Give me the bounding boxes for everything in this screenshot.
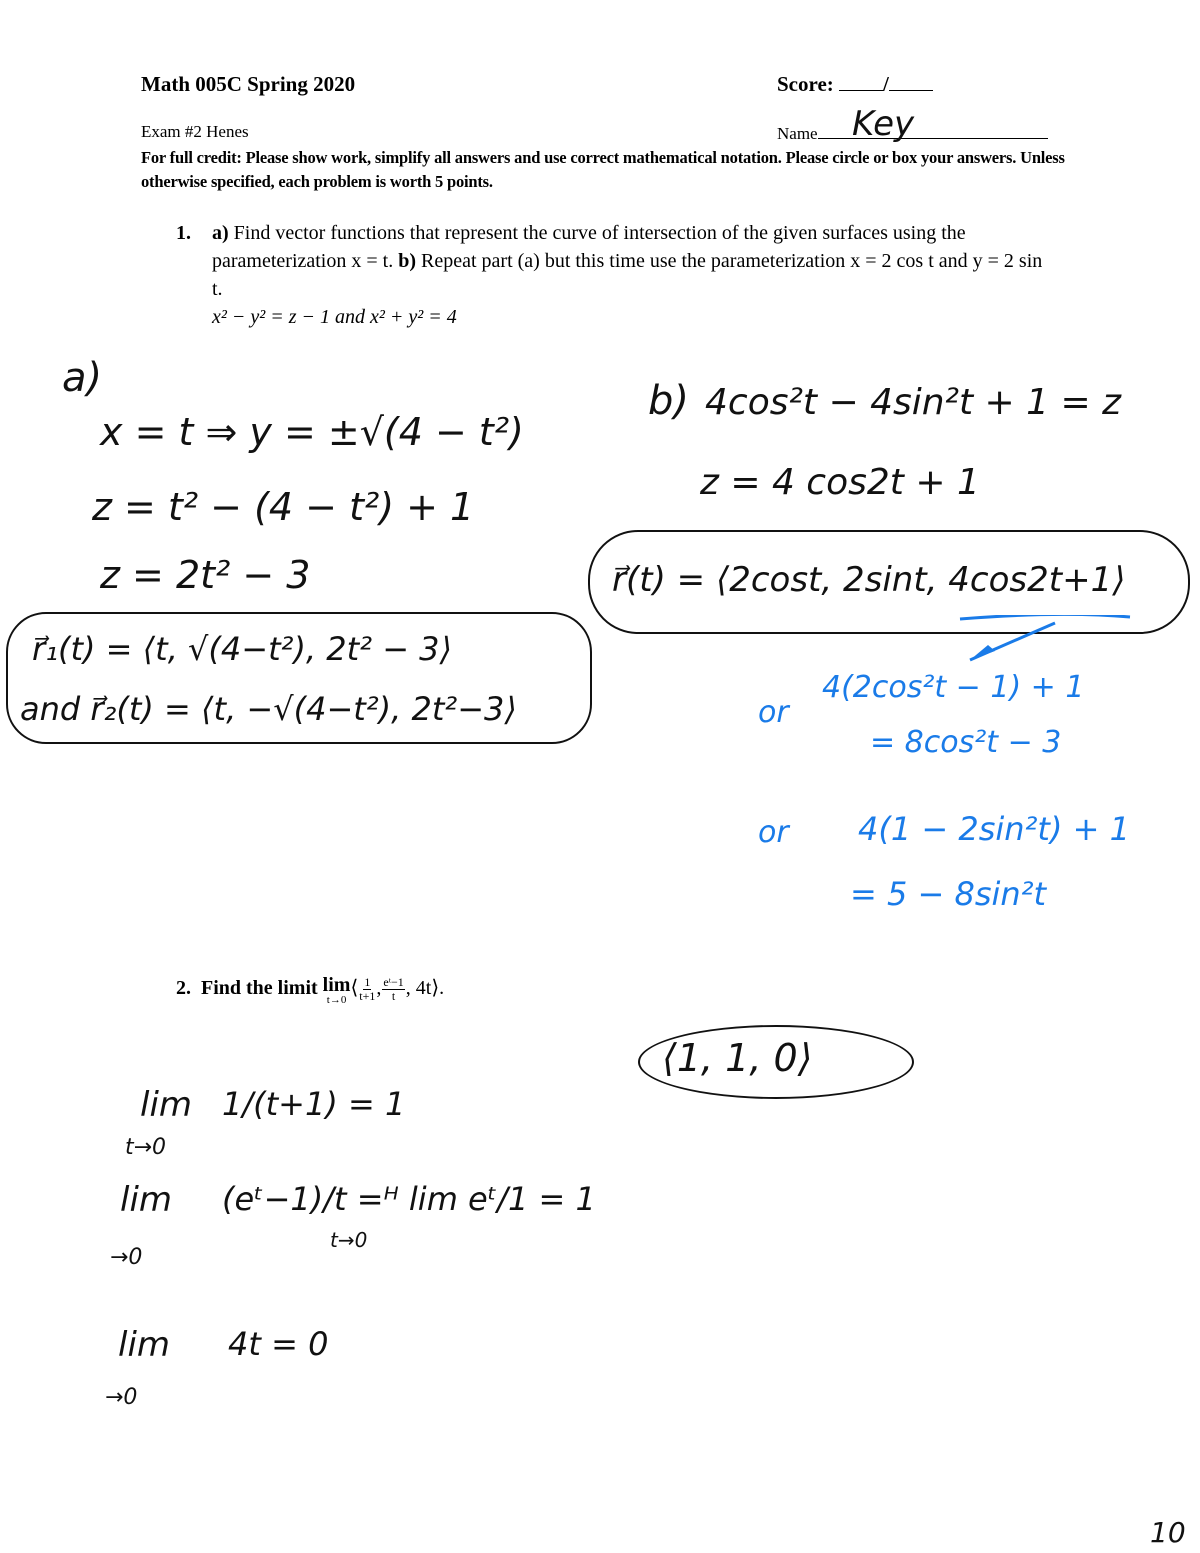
name-value-handwritten: Key [852, 104, 915, 144]
fraction-2-num: eᵗ−1 [383, 974, 404, 989]
surfaces-equation: x² − y² = z − 1 and x² + y² = 4 [212, 306, 457, 328]
answer-b-line-2: z = 4 cos2t + 1 [700, 462, 980, 503]
score-separator: / [883, 72, 889, 96]
lim-subscript: t→0 [326, 994, 347, 1006]
question-1-number: 1. [176, 222, 191, 244]
work-2-sub: →0 [110, 1245, 143, 1270]
exam-title: Exam #2 Henes [141, 122, 249, 141]
question-1a-text: Find vector functions that represent the curve of intersection of the given surfaces using the parameterization x = t. [212, 222, 966, 272]
answer-b-boxed: r⃗(t) = ⟨2cost, 2sint, 4cos2t+1⟩ [612, 560, 1126, 600]
work-1-expr: 1/(t+1) = 1 [222, 1085, 406, 1123]
alt1-expr: 4(2cos²t − 1) + 1 [822, 670, 1085, 705]
alt1-prefix: or [758, 695, 789, 730]
work-3-sub: →0 [105, 1385, 138, 1410]
answer-a-line-2: z = t² − (4 − t²) + 1 [92, 485, 475, 529]
fraction-1-den: t+1 [359, 988, 376, 1003]
work-2-lim: lim [120, 1180, 173, 1220]
score-field [777, 72, 933, 97]
work-2-inner-sub: t→0 [330, 1228, 368, 1252]
work-1-lim: lim [140, 1085, 193, 1125]
alt2-result: = 5 − 8sin²t [850, 875, 1047, 913]
course-title: Math 005C Spring 2020 [141, 72, 356, 96]
answer-a-line-3: z = 2t² − 3 [100, 553, 311, 597]
part-b-label: b) [398, 250, 416, 272]
work-2-expr: (eᵗ−1)/t =ᴴ lim eᵗ/1 = 1 [222, 1180, 596, 1218]
work-3-expr: 4t = 0 [228, 1325, 329, 1363]
work-3-lim: lim [118, 1325, 171, 1365]
part-a-label: a) [212, 222, 229, 244]
question-2-tail: , 4t⟩. [405, 977, 445, 999]
question-2-text: Find the limit [201, 977, 318, 999]
alt2-prefix: or [758, 815, 789, 850]
question-1b-text: Repeat part (a) but this time use the parameterization x = 2 cos t and y = 2 sin t. [212, 250, 1043, 300]
answer-a-label: a) [62, 355, 103, 401]
fraction-1 [359, 976, 375, 1003]
open-bracket: ⟨ [350, 977, 359, 999]
score-label: Score: [777, 72, 834, 96]
question-1 [176, 219, 1056, 331]
blue-arrow-annotation [940, 615, 1140, 665]
page-score: 10 [1150, 1516, 1186, 1549]
lim-text: lim [322, 974, 351, 996]
instructions: For full credit: Please show work, simplify all answers and use correct mathematical notation. Please circle or box your answers. Unless otherwise specified, each problem is worth 5 points. [141, 148, 1065, 191]
answer-a-boxed-r2: and r⃗₂(t) = ⟨t, −√(4−t²), 2t²−3⟩ [20, 690, 517, 728]
alt1-result: = 8cos²t − 3 [870, 725, 1062, 760]
name-label: Name [777, 124, 818, 143]
answer-a-line-1: x = t ⇒ y = ±√(4 − t²) [100, 410, 524, 454]
score-blank-total [889, 72, 933, 91]
question-2: 2. Find the limit lim t→0 ⟨ $\frac{1}{t+1}$ , $\frac{\text{eᵗ−1}}{t}$ , 4t⟩. [176, 974, 445, 1006]
score-blank-earned [839, 72, 883, 91]
fraction-2 [382, 976, 404, 1003]
limit-operator [323, 975, 351, 1006]
alt2-expr: 4(1 − 2sin²t) + 1 [858, 810, 1130, 848]
answer-a-boxed-r1: r⃗₁(t) = ⟨t, √(4−t²), 2t² − 3⟩ [32, 630, 453, 668]
answer-b-line-1: 4cos²t − 4sin²t + 1 = z [705, 382, 1122, 423]
fraction-1-num: 1 [364, 974, 371, 989]
answer-b-label: b) [648, 378, 689, 424]
work-1-sub: t→0 [125, 1135, 167, 1160]
question-2-number: 2. [176, 977, 191, 999]
answer-2-boxed: ⟨1, 1, 0⟩ [662, 1036, 813, 1080]
fraction-2-den: t [391, 988, 396, 1003]
